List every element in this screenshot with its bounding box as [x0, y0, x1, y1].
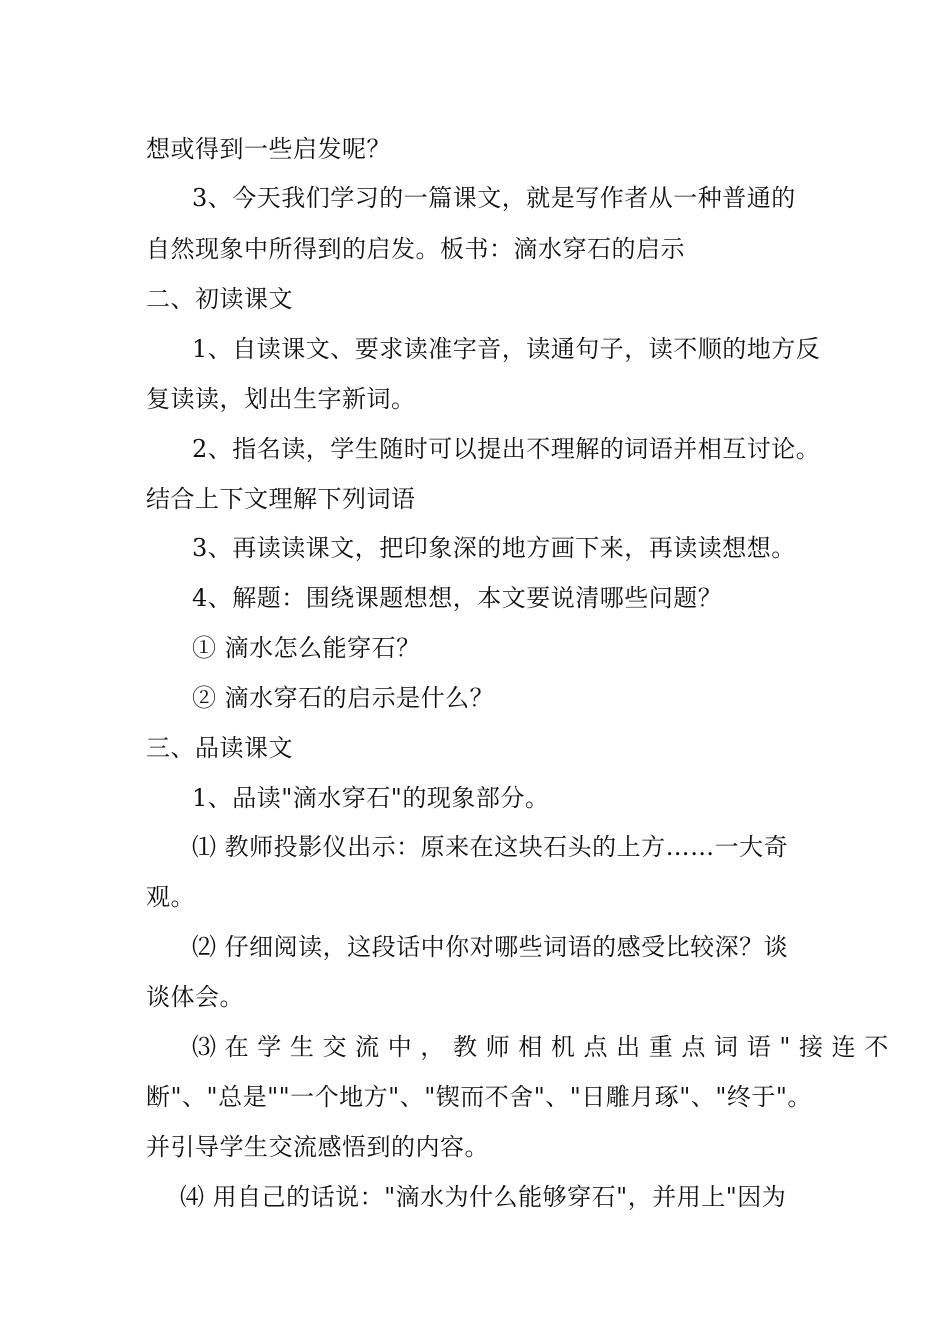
text-line: ⑴ 教师投影仪出示：原来在这块石头的上方……一大奇 — [192, 833, 789, 861]
text-line: 1、自读课文、要求读准字音，读通句子，读不顺的地方反 — [192, 335, 821, 363]
text-line: ⑷ 用自己的话说："滴水为什么能够穿石"，并用上"因为 — [180, 1183, 787, 1211]
text-line: 4、解题：围绕课题想想，本文要说清哪些问题？ — [192, 584, 723, 612]
text-line: 断"、"总是""一个地方"、"锲而不舍"、"日雕月琢"、"终于"。 — [146, 1083, 812, 1111]
text-line: 1、品读"滴水穿石"的现象部分。 — [192, 784, 550, 812]
text-line: 2、指名读，学生随时可以提出不理解的词语并相互讨论。 — [192, 435, 821, 463]
text-line: 结合上下文理解下列词语 — [146, 485, 416, 513]
section-heading: 二、初读课文 — [146, 285, 293, 313]
section-heading: 三、品读课文 — [146, 734, 293, 762]
text-line: 观。 — [146, 883, 195, 911]
text-line: 谈体会。 — [146, 983, 244, 1011]
text-line: ② 滴水穿石的启示是什么？ — [192, 684, 495, 712]
text-line: ⑵ 仔细阅读，这段话中你对哪些词语的感受比较深？谈 — [192, 933, 789, 961]
text-line: 3、今天我们学习的一篇课文，就是写作者从一种普通的 — [192, 184, 796, 212]
text-line: 3、再读读课文，把印象深的地方画下来，再读读想想。 — [192, 534, 796, 562]
text-line: 自然现象中所得到的启发。板书：滴水穿石的启示 — [146, 235, 685, 263]
text-line: ⑶ 在 学 生 交 流 中 ， 教 师 相 机 点 出 重 点 词 语 " 接 连 不 — [192, 1033, 889, 1061]
text-line: 想或得到一些启发呢？ — [146, 135, 391, 163]
text-line: 复读读，划出生字新词。 — [146, 385, 416, 413]
text-line: 并引导学生交流感悟到的内容。 — [146, 1133, 489, 1161]
text-line: ① 滴水怎么能穿石？ — [192, 634, 421, 662]
